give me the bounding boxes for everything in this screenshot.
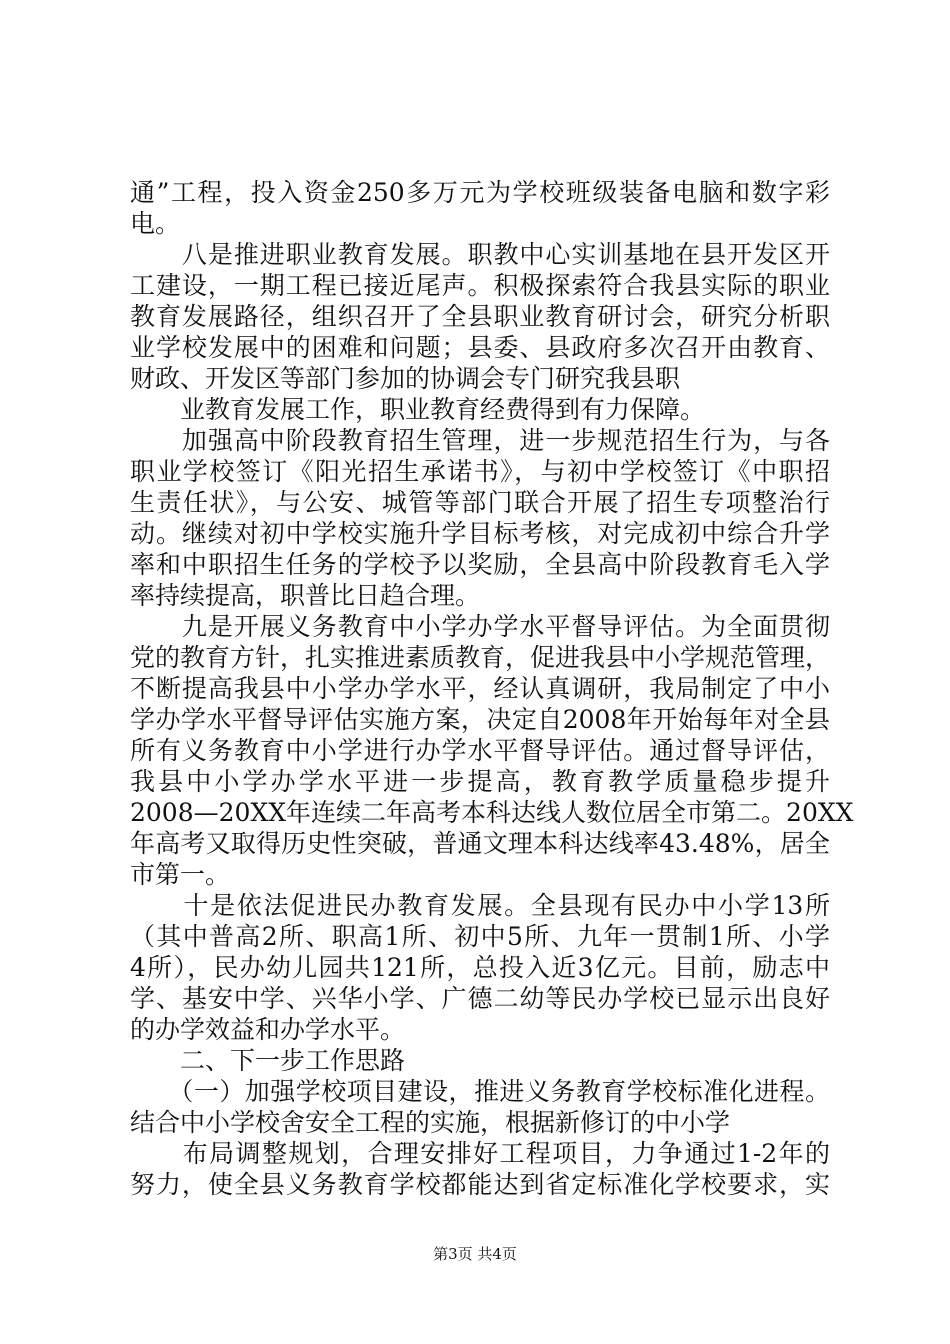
section-heading: 二、下一步工作思路 (130, 1046, 406, 1075)
text-line: 生责任状》，与公安、城管等部门联合开展了招生专项整治行 (130, 488, 830, 517)
text-line: 动。继续对初中学校实施升学目标考核，对完成初中综合升学 (130, 519, 830, 548)
text-line: 九是开展义务教育中小学办学水平督导评估。为全面贯彻 (130, 612, 830, 641)
text-line: 市第一。 (130, 860, 231, 889)
text-line: 职业学校签订《阳光招生承诺书》，与初中学校签订《中职招 (130, 457, 830, 486)
text-line: （其中普高2所、职高1所、初中5所、九年一贯制1所、小学 (130, 922, 830, 951)
text-line: 教育发展路径，组织召开了全县职业教育研讨会，研究分析职 (130, 302, 830, 331)
text-line: 2008—20XX年连续二年高考本科达线人数位居全市第二。20XX (130, 798, 854, 827)
text-line: 结合中小学校舍安全工程的实施，根据新修订的中小学 (130, 1108, 731, 1137)
text-line: 十是依法促进民办教育发展。全县现有民办中小学13所 (130, 891, 830, 920)
text-line: 财政、开发区等部门参加的协调会专门研究我县职 (130, 364, 681, 393)
text-line: 八是推进职业教育发展。职教中心实训基地在县开发区开 (130, 240, 830, 269)
text-line: 布局调整规划，合理安排好工程项目，力争通过1-2年的 (130, 1139, 830, 1168)
text-line: 不断提高我县中小学办学水平，经认真调研，我局制定了中小 (130, 674, 830, 703)
text-line: 率和中职招生任务的学校予以奖励，全县高中阶段教育毛入学 (130, 550, 830, 579)
text-line: 加强高中阶段教育招生管理，进一步规范招生行为，与各 (130, 426, 830, 455)
text-line: 年高考又取得历史性突破，普通文理本科达线率43.48%，居全 (130, 829, 830, 858)
text-line: 4所），民办幼儿园共121所，总投入近3亿元。目前，励志中 (130, 953, 830, 982)
page-footer: 第3页 共4页 (433, 1245, 517, 1263)
text-line: 我县中小学办学水平进一步提高，教育教学质量稳步提升 (130, 767, 830, 796)
text-line: 工建设，一期工程已接近尾声。积极探索符合我县实际的职业 (130, 271, 830, 300)
text-line: 努力，使全县义务教育学校都能达到省定标准化学校要求，实 (130, 1170, 830, 1199)
text-line: 业学校发展中的困难和问题；县委、县政府多次召开由教育、 (130, 333, 830, 362)
text-line: 电。 (130, 209, 181, 238)
text-line: 学办学水平督导评估实施方案，决定自2008年开始每年对全县 (130, 705, 830, 734)
text-line: 党的教育方针，扎实推进素质教育，促进我县中小学规范管理， (130, 643, 831, 672)
text-line: 学、基安中学、兴华小学、广德二幼等民办学校已显示出良好 (130, 984, 830, 1013)
text-line: 所有义务教育中小学进行办学水平督导评估。通过督导评估， (130, 736, 830, 765)
text-line: （一）加强学校项目建设，推进义务教育学校标准化进程。 (130, 1077, 830, 1106)
text-line: 的办学效益和办学水平。 (130, 1015, 406, 1044)
text-line: 率持续提高，职普比日趋合理。 (130, 581, 481, 610)
text-line: 通”工程，投入资金250多万元为学校班级装备电脑和数字彩 (130, 178, 830, 207)
text-line: 业教育发展工作，职业教育经费得到有力保障。 (130, 395, 706, 424)
